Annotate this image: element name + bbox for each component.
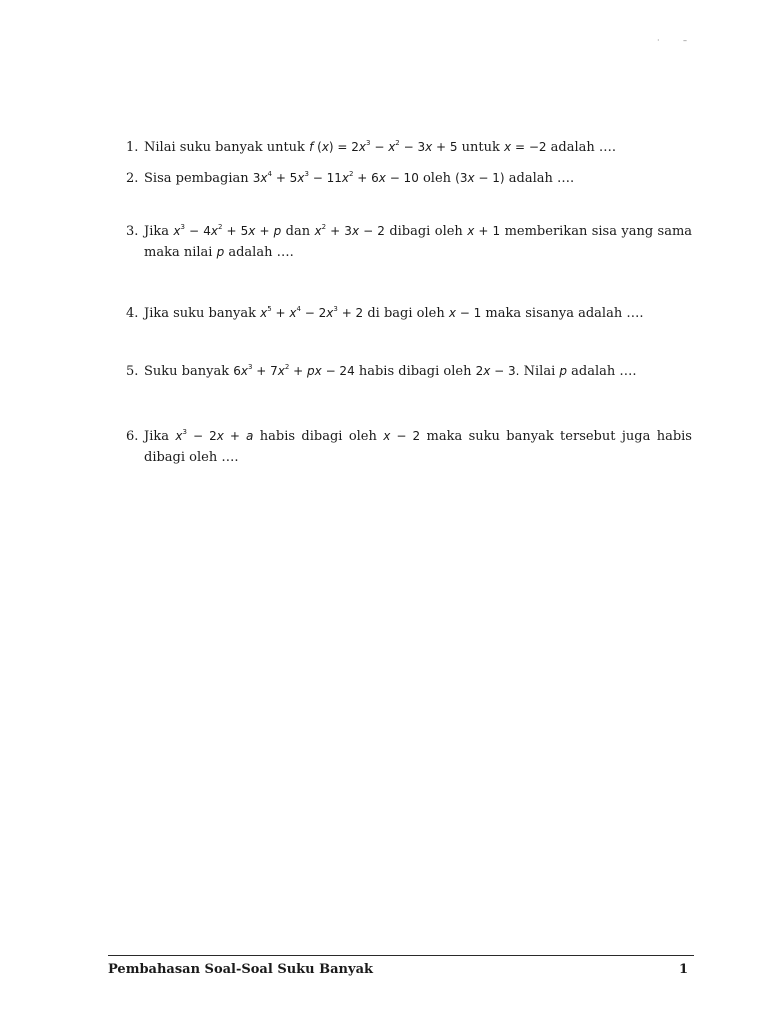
problem-number: 6.: [126, 429, 139, 444]
problem-text: [144, 426, 692, 468]
dividend-expression: $3x^4 + 5x^3 - 11x^2 + 6x - 10$: [252, 170, 419, 185]
problem-connector-text: Nilai: [523, 364, 556, 379]
problem-4: [126, 303, 692, 324]
problem-lead-text: Jika: [144, 224, 169, 239]
variable-expression: p: [559, 364, 568, 378]
problem-number: 2.: [126, 171, 139, 186]
problem-tail-text: maka suku banyak tersebut juga habis dibagi oleh ….: [144, 429, 692, 465]
problem-6: [126, 426, 692, 468]
problem-text: [144, 168, 692, 189]
polynomial-expression: $x^2 + 3x - 2$: [314, 223, 385, 238]
problem-connector-text: di bagi oleh: [367, 306, 445, 321]
polynomial-expression: $x^3 - 4x^2 + 5x + p$: [173, 223, 282, 238]
problem-lead-text: Jika: [144, 429, 169, 444]
problem-text: [144, 137, 692, 158]
divisor-expression: x − 2: [383, 429, 421, 443]
problem-5: [126, 361, 692, 382]
problem-tail-text: adalah ….: [550, 140, 617, 155]
problem-lead-text: Jika suku banyak: [144, 306, 256, 321]
problem-2: [126, 168, 692, 189]
problem-connector-text: habis dibagi oleh: [259, 429, 377, 444]
problem-lead-text: Suku banyak: [144, 364, 230, 379]
polynomial-expression: $x^5 + x^4 - 2x^3 + 2$: [260, 305, 364, 320]
footer-title: Pembahasan Soal-Soal Suku Banyak: [108, 962, 373, 977]
problem-tail-text: adalah ….: [571, 364, 637, 379]
problem-tail-text: maka sisanya adalah ….: [485, 306, 644, 321]
polynomial-expression: $x^3 - 2x + a$: [175, 428, 254, 443]
problem-number: 5.: [126, 364, 139, 379]
divisor-expression: (3x − 1): [455, 171, 505, 185]
problem-1: [126, 137, 692, 158]
problem-connector-text: dibagi oleh: [389, 224, 463, 239]
polynomial-expression: $6x^3 + 7x^2$ + px − 24: [233, 363, 355, 378]
problem-3: [126, 221, 692, 263]
corner-dot-mark: ·: [657, 36, 660, 45]
problem-lead-text: Nilai suku banyak untuk: [144, 140, 305, 155]
variable-expression: p: [216, 245, 225, 259]
problem-number: 3.: [126, 224, 139, 239]
footer-divider: [108, 955, 694, 956]
problem-text: [144, 361, 692, 382]
corner-dash-mark: –: [683, 36, 687, 45]
problem-text: [144, 221, 692, 263]
polynomial-expression: f $(x) = 2x^3 - x^2 - 3x + 5$: [309, 139, 458, 154]
problem-connector-text: habis dibagi oleh: [358, 364, 472, 379]
page-number: 1: [679, 962, 689, 977]
problem-lead-text: Sisa pembagian: [144, 171, 249, 186]
divisor-expression: 2x − 3.: [475, 364, 520, 378]
problem-connector-text: untuk: [461, 140, 500, 155]
condition-expression: x = −2: [504, 140, 547, 154]
problem-number: 1.: [126, 140, 139, 155]
problem-connector-text: oleh: [422, 171, 452, 186]
problem-tail-text: adalah ….: [228, 245, 294, 260]
problem-number: 4.: [126, 306, 139, 321]
problem-text: [144, 303, 692, 324]
divisor-expression: x + 1: [467, 224, 501, 238]
problem-connector-text: memberikan sisa yang sama maka nilai: [144, 224, 693, 260]
problem-tail-text: adalah ….: [508, 171, 575, 186]
divisor-expression: x − 1: [448, 306, 482, 320]
problem-connector-text: dan: [285, 224, 311, 239]
